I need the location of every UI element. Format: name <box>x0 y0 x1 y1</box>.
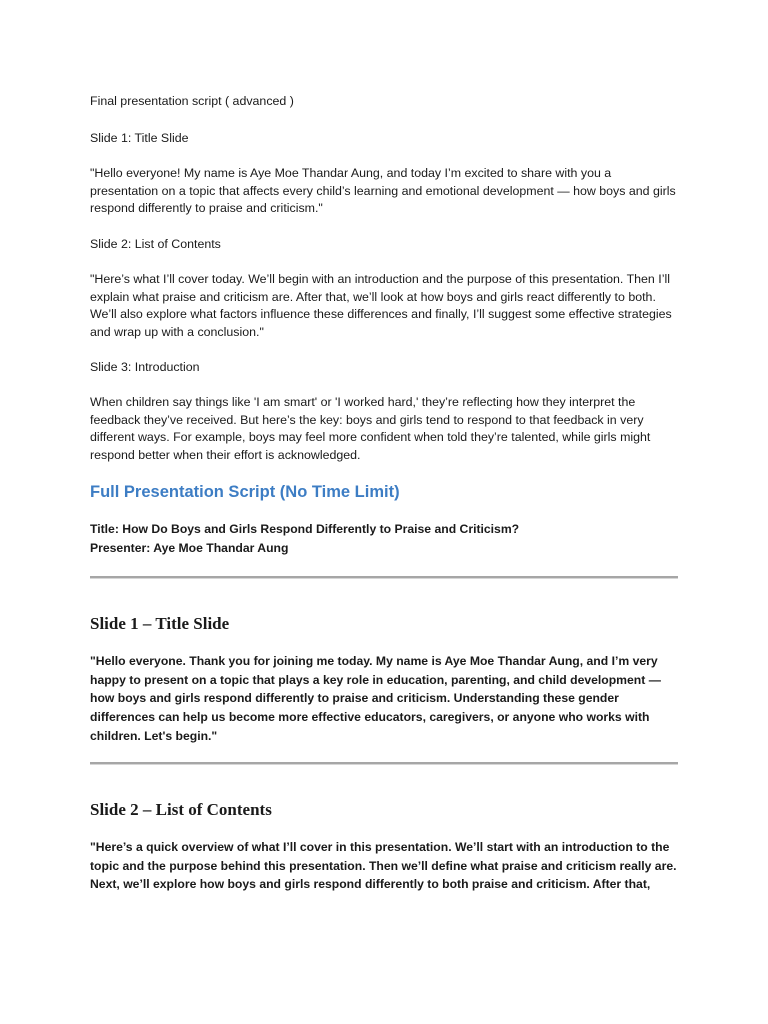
part1-slide2-text: "Here’s what I’ll cover today. We’ll begin with an introduction and the purpose of this presentation. Then I’ll explain what praise and criticism are. After that, we’ll look at how boys and girls react differently to both. We’ll also explore what factors influence these differences and finally, I’ll suggest some effective strategies and wrap up with a conclusion." <box>90 272 672 339</box>
part1-slide2-label: Slide 2: List of Contents <box>90 237 221 251</box>
horizontal-divider <box>90 762 678 765</box>
slide1-script-text: "Hello everyone. Thank you for joining me today. My name is Aye Moe Thandar Aung, and I’m very happy to present on a topic that plays a key role in education, parenting, and child development — how boys and girls respond differently to praise and criticism. Understanding these gender differences can help us become more effective educators, caregivers, or anyone who works with children. Let's begin." <box>90 654 661 743</box>
part1-slide3-label: Slide 3: Introduction <box>90 360 200 374</box>
slide2-script-text: "Here’s a quick overview of what I’ll cover in this presentation. We’ll start with an introduction to the topic and the purpose behind this presentation. Then we’ll define what praise and criticism really are. Next, we’ll explore how boys and girls respond differently to both praise and criticism. After that, <box>90 840 677 892</box>
script-title-line: Title: How Do Boys and Girls Respond Differently to Praise and Criticism? <box>90 522 520 536</box>
document-header-title: Final presentation script ( advanced ) <box>90 94 294 108</box>
part1-slide1-text: "Hello everyone! My name is Aye Moe Thandar Aung, and today I’m excited to share with you a presentation on a topic that affects every child’s learning and emotional development — how boys and girls respond differently to praise and criticism." <box>90 166 676 216</box>
horizontal-divider <box>90 576 678 579</box>
part1-slide1-label: Slide 1: Title Slide <box>90 131 189 145</box>
slide2-heading: Slide 2 – List of Contents <box>90 800 272 819</box>
slide1-heading: Slide 1 – Title Slide <box>90 614 230 633</box>
part1-slide3-text: When children say things like 'I am smart' or 'I worked hard,' they’re reflecting how they interpret the feedback they’ve received. But here’s the key: boys and girls tend to respond to that feedback in very different ways. For example, boys may feel more confident when told they’re talented, while girls might respond better when their effort is acknowledged. <box>90 395 651 462</box>
full-script-heading: Full Presentation Script (No Time Limit) <box>90 483 400 501</box>
script-presenter-line: Presenter: Aye Moe Thandar Aung <box>90 541 289 555</box>
